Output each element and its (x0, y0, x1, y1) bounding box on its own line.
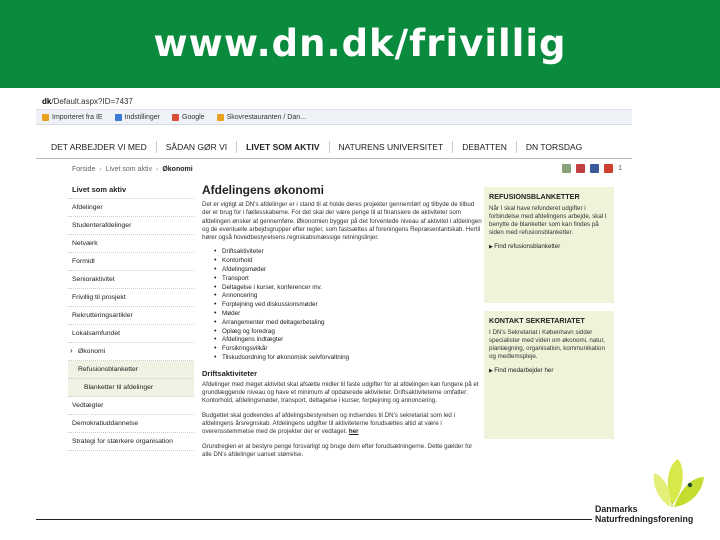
share-toolbar (562, 164, 622, 173)
section-paragraph: Grundreglen er at bestyre penge forsvarligt og bruge dem efter forudsætningerne. Dette gælder for alle DN's afdelinger uanset størrelse. (202, 442, 473, 458)
logo-line1: Danmarks (595, 504, 638, 514)
bookmark-item[interactable]: Skovrestauranten / Dan... (217, 114, 306, 121)
slide-header (0, 0, 720, 88)
print-icon[interactable] (562, 164, 571, 173)
breadcrumb: Forside › Livet som aktiv › Økonomi 1 (72, 165, 622, 173)
bookmark-item[interactable]: Indstillinger (115, 114, 160, 121)
leftnav-item[interactable]: Senioraktivitet (68, 271, 194, 289)
left-navigation (68, 181, 194, 451)
breadcrumb-current: Økonomi (162, 165, 193, 173)
list-item[interactable]: • Tilskudsordning for økonomisk selvforvaltning (214, 354, 482, 363)
nav-item[interactable]: NATURENS UNIVERSITET (330, 141, 454, 153)
leftnav-item[interactable]: Studenterafdelinger (68, 217, 194, 235)
refusion-link[interactable]: ▶ Find refusionsblanketter (489, 243, 609, 250)
footer-divider (36, 519, 592, 520)
leftnav-item[interactable]: Lokalsamfundet (68, 325, 194, 343)
refusion-text: Når I skal have refunderet udgifter i forbindelse med afdelingens arbejde, skal I benytte de blanketter som kan findes på siden med refusionsblanketter. (489, 205, 607, 236)
google-icon (172, 114, 179, 121)
leftnav-item[interactable]: Formidl (68, 253, 194, 271)
website-screenshot (36, 95, 632, 515)
folder-icon (42, 114, 49, 121)
logo-line2: Naturfredningsforening (595, 514, 694, 524)
list-item[interactable]: • Forplejning ved diskussionsmøder (214, 301, 482, 310)
inline-link[interactable]: her (348, 428, 359, 436)
leftnav-item[interactable]: Demokratiuddannelse (68, 415, 194, 433)
leftnav-subitem[interactable]: Refusionsblanketter (68, 361, 194, 379)
nav-item[interactable]: DET ARBEJDER VI MED (42, 141, 157, 153)
list-item[interactable]: • Afdelingens indtægter (214, 336, 482, 345)
leftnav-item[interactable]: Frivillig til prosjekt (68, 289, 194, 307)
nav-item[interactable]: DEBATTEN (453, 141, 517, 153)
kontakt-link[interactable]: ▶ Find medarbejder her (489, 367, 609, 374)
list-item[interactable]: • Møder (214, 310, 482, 319)
facebook-icon[interactable] (590, 164, 599, 173)
list-item[interactable]: • Forsikringsvilkår (214, 345, 482, 354)
url-path: /Default.aspx?ID=7437 (51, 97, 133, 106)
page-title: Afdelingens økonomi (202, 183, 325, 197)
refusion-title: REFUSIONSBLANKETTER (489, 192, 580, 201)
leftnav-item[interactable]: Netværk (68, 235, 194, 253)
plus-share-icon[interactable] (604, 164, 613, 173)
list-item[interactable]: • Arrangementer med deltagerbetaling (214, 319, 482, 328)
bookmarks-bar (36, 109, 632, 125)
address-bar[interactable] (36, 95, 632, 109)
page-icon (115, 114, 122, 121)
topic-list (214, 248, 482, 362)
leftnav-item[interactable]: Afdelinger (68, 199, 194, 217)
intro-paragraph: Det er vigtigt at DN's afdelinger er i stand til at holde deres projekter gennemført og tilbyde de tilbud der er brug for i fællesskaberne. For det skal der være penge til at finansiere de aktiviteter som afdelingen ønsker at gennemføre. Økonomien bygger på det forventede niveau af aktivitet i afdelingen og de eventuelle arbejdsgrupper efter regler, som fastsættes af foreningens Repræsentantskab. Hertil hører også hovedbestyrelsens regnskabsmæssige retningslinjer. (202, 201, 482, 242)
breadcrumb-home[interactable]: Forside (72, 165, 96, 173)
list-item[interactable]: • Afdelingsmøder (214, 266, 482, 275)
leftnav-subitem[interactable]: Blanketter til afdelinger (68, 379, 194, 397)
leftnav-item[interactable]: Vedtægter (68, 397, 194, 415)
leftnav-item-current[interactable]: › Økonomi (68, 343, 194, 361)
slide-title: www.dn.dk/frivillig (153, 22, 567, 65)
breadcrumb-parent[interactable]: Livet som aktiv (105, 165, 152, 173)
kontakt-box (484, 311, 614, 439)
section-heading: Driftsaktiviteter (202, 368, 258, 378)
bookmark-item[interactable]: Importeret fra IE (42, 114, 103, 121)
url-host: dk (42, 97, 52, 106)
leftnav-item[interactable]: Rekrutteringsartikler (68, 307, 194, 325)
leftnav-heading[interactable]: Livet som aktiv (68, 181, 194, 199)
list-item[interactable]: • Transport (214, 275, 482, 284)
list-item[interactable]: • Oplæg og foredrag (214, 328, 482, 337)
list-item[interactable]: • Kontorhold (214, 257, 482, 266)
list-item[interactable]: • Deltagelse i kurser, konferencer mv. (214, 284, 482, 293)
nav-item[interactable]: SÅDAN GØR VI (157, 141, 237, 153)
mail-icon[interactable] (576, 164, 585, 173)
site-top-navigation (36, 135, 632, 159)
nav-item-active[interactable]: LIVET SOM AKTIV (237, 141, 329, 153)
main-content (202, 179, 482, 465)
folder-icon (217, 114, 224, 121)
section-paragraph: Budgettet skal godkendes af afdelingsbestyrelsen og indsendes til DN's sekretariat som led i afdelingens årsregnskab. Afdelingens udgifter til aktiviteterne forudsættes altid at være i overensstemmelse med de projekter der er vedtaget. her (202, 411, 455, 436)
nav-item[interactable]: DN TORSDAG (525, 141, 583, 152)
share-count: 1 (618, 165, 622, 172)
list-item[interactable]: • Annoncering (214, 292, 482, 301)
section-paragraph: Afdelinger med meget aktivitet skal afsætte midler til faste udgifter for at afdelingen kan fungere på et grundlæggende niveau og have et minimum af opdaterede aktiviteter. Driftsaktiviteterne omfatter: Kontorhold, afdelingsmøder, transport, deltagelse i kurser, forplejning og annoncering. (202, 380, 479, 405)
list-item[interactable]: • Driftsaktiviteter (214, 248, 482, 257)
refusion-box (484, 187, 614, 303)
kontakt-title: KONTAKT SEKRETARIATET (489, 316, 585, 325)
logo-text (595, 504, 693, 524)
bookmark-item[interactable]: Google (172, 114, 205, 121)
leftnav-item[interactable]: Strategi for stærkere organisation (68, 433, 194, 451)
kontakt-text: I DN's Sekretariat i København sidder specialister med viden om økonomi, natur, planlægning, organisation, kommunikation og medlemspleje. (489, 329, 605, 360)
